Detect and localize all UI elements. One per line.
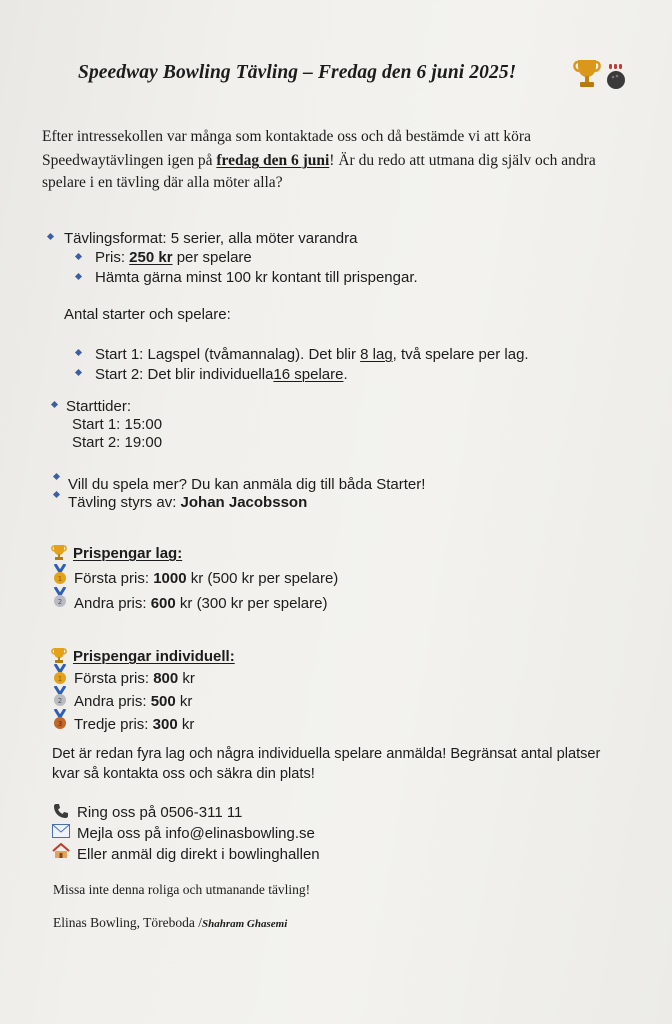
individual-second-prize <box>74 693 192 710</box>
trophy-icon <box>572 56 628 92</box>
bullet-icon <box>75 273 82 280</box>
notice-line-1: Det är redan fyra lag och några individuella spelare anmälda! Begränsat antal platser <box>52 746 601 762</box>
closing-line: Missa inte denna roliga och utmanande tävling! <box>53 882 311 897</box>
prize-suffix: kr <box>177 716 195 733</box>
start1-text: , två spelare per lag. <box>392 346 529 363</box>
bullet-icon <box>53 491 60 498</box>
signature-line <box>53 915 287 931</box>
start2-text: Start 2: Det blir individuella <box>95 366 274 383</box>
intro-text: Speedwaytävlingen igen på <box>42 152 217 169</box>
bullet-icon <box>75 253 82 260</box>
intro-text: ! Är du redo att utmana dig själv och andra <box>329 152 596 169</box>
gold-medal-icon <box>53 664 67 686</box>
prize-suffix: kr (500 kr per spelare) <box>186 570 339 587</box>
prize-amount: 800 <box>153 670 179 687</box>
phone-icon <box>53 803 69 819</box>
silver-medal-icon <box>53 686 67 708</box>
start-time-1: Start 1: 15:00 <box>72 416 163 433</box>
intro-line-1: Efter intressekollen var många som kontaktade oss och då bestämde vi att köra <box>42 128 531 145</box>
trophy-icon <box>50 646 68 664</box>
prize-label: Andra pris: <box>74 693 151 710</box>
price-suffix: per spelare <box>172 249 252 266</box>
signature-place: Elinas Bowling, Töreboda / <box>53 915 202 930</box>
run-by-line <box>68 494 307 511</box>
prize-suffix: kr (300 kr per spelare) <box>175 595 328 612</box>
email-icon <box>52 824 70 838</box>
visit-line: Eller anmäl dig direkt i bowlinghallen <box>77 846 320 863</box>
trophy-icon <box>50 543 68 561</box>
start1-line <box>95 346 529 363</box>
prize-label: Tredje pris: <box>74 716 153 733</box>
notice-line-2: kvar så kontakta oss och säkra din plats! <box>52 766 315 782</box>
start1-teams: 8 lag <box>360 346 393 363</box>
bullet-icon <box>75 369 82 376</box>
run-by-label: Tävling styrs av: <box>68 494 181 511</box>
prize-amount: 500 <box>150 693 176 710</box>
team-prizes-heading <box>73 545 182 562</box>
svg-text:1: 1 <box>57 675 63 683</box>
run-by-name: Johan Jacobsson <box>180 494 308 511</box>
price-label: Pris: <box>95 249 130 266</box>
svg-text:2: 2 <box>57 598 63 606</box>
intro-line-2 <box>42 152 596 170</box>
prize-amount: 600 <box>150 595 176 612</box>
svg-text:1: 1 <box>57 575 63 583</box>
prize-label: Första pris: <box>74 670 154 687</box>
prize-label: Första pris: <box>74 570 154 587</box>
house-icon <box>52 843 70 859</box>
play-both-note: Vill du spela mer? Du kan anmäla dig till båda Starter! <box>68 476 426 493</box>
silver-medal-icon <box>53 587 67 609</box>
prize-suffix: kr <box>178 670 195 687</box>
start2-line <box>95 366 348 383</box>
gold-medal-icon <box>53 564 67 586</box>
intro-date: fredag den 6 juni <box>216 152 330 169</box>
bullet-icon <box>75 349 82 356</box>
prize-amount: 1000 <box>153 570 187 587</box>
prize-label: Andra pris: <box>74 595 151 612</box>
start2-players: 16 spelare <box>273 366 344 383</box>
team-first-prize <box>74 570 338 587</box>
bullet-icon <box>51 401 58 408</box>
prize-amount: 300 <box>152 716 178 733</box>
individual-prizes-heading <box>73 648 235 665</box>
intro-line-3: spelare i en tävling där alla möter alla? <box>42 174 283 191</box>
team-prizes-heading-text: Prispengar lag: <box>73 545 183 562</box>
start2-text: . <box>343 366 348 383</box>
bowling-pins-icon <box>609 64 622 69</box>
bullet-icon <box>53 473 60 480</box>
individual-first-prize <box>74 670 195 687</box>
price-value: 250 kr <box>129 249 173 266</box>
prize-suffix: kr <box>175 693 193 710</box>
page-title: Speedway Bowling Tävling – Fredag den 6 juni 2025! <box>78 62 517 83</box>
title-icons <box>572 56 628 97</box>
cash-note: Hämta gärna minst 100 kr kontant till prispengar. <box>95 269 418 286</box>
individual-prizes-heading-text: Prispengar individuell: <box>73 648 235 665</box>
bullet-icon <box>47 233 54 240</box>
format-label: Tävlingsformat: 5 serier, alla möter varandra <box>64 230 358 247</box>
price-line <box>95 249 252 266</box>
svg-text:3: 3 <box>57 720 63 728</box>
individual-third-prize <box>74 716 194 733</box>
start1-text: Start 1: Lagspel (tvåmannalag). Det blir <box>95 346 361 363</box>
signature-name: Shahram Ghasemi <box>201 918 288 930</box>
email-line: Mejla oss på info@elinasbowling.se <box>77 825 315 842</box>
start-time-2: Start 2: 19:00 <box>72 434 163 451</box>
phone-line: Ring oss på 0506-311 11 <box>77 804 243 821</box>
svg-text:2: 2 <box>57 697 63 705</box>
bronze-medal-icon <box>53 709 67 731</box>
team-second-prize <box>74 595 327 612</box>
start-times-label: Starttider: <box>66 398 132 415</box>
starts-heading: Antal starter och spelare: <box>64 306 231 323</box>
